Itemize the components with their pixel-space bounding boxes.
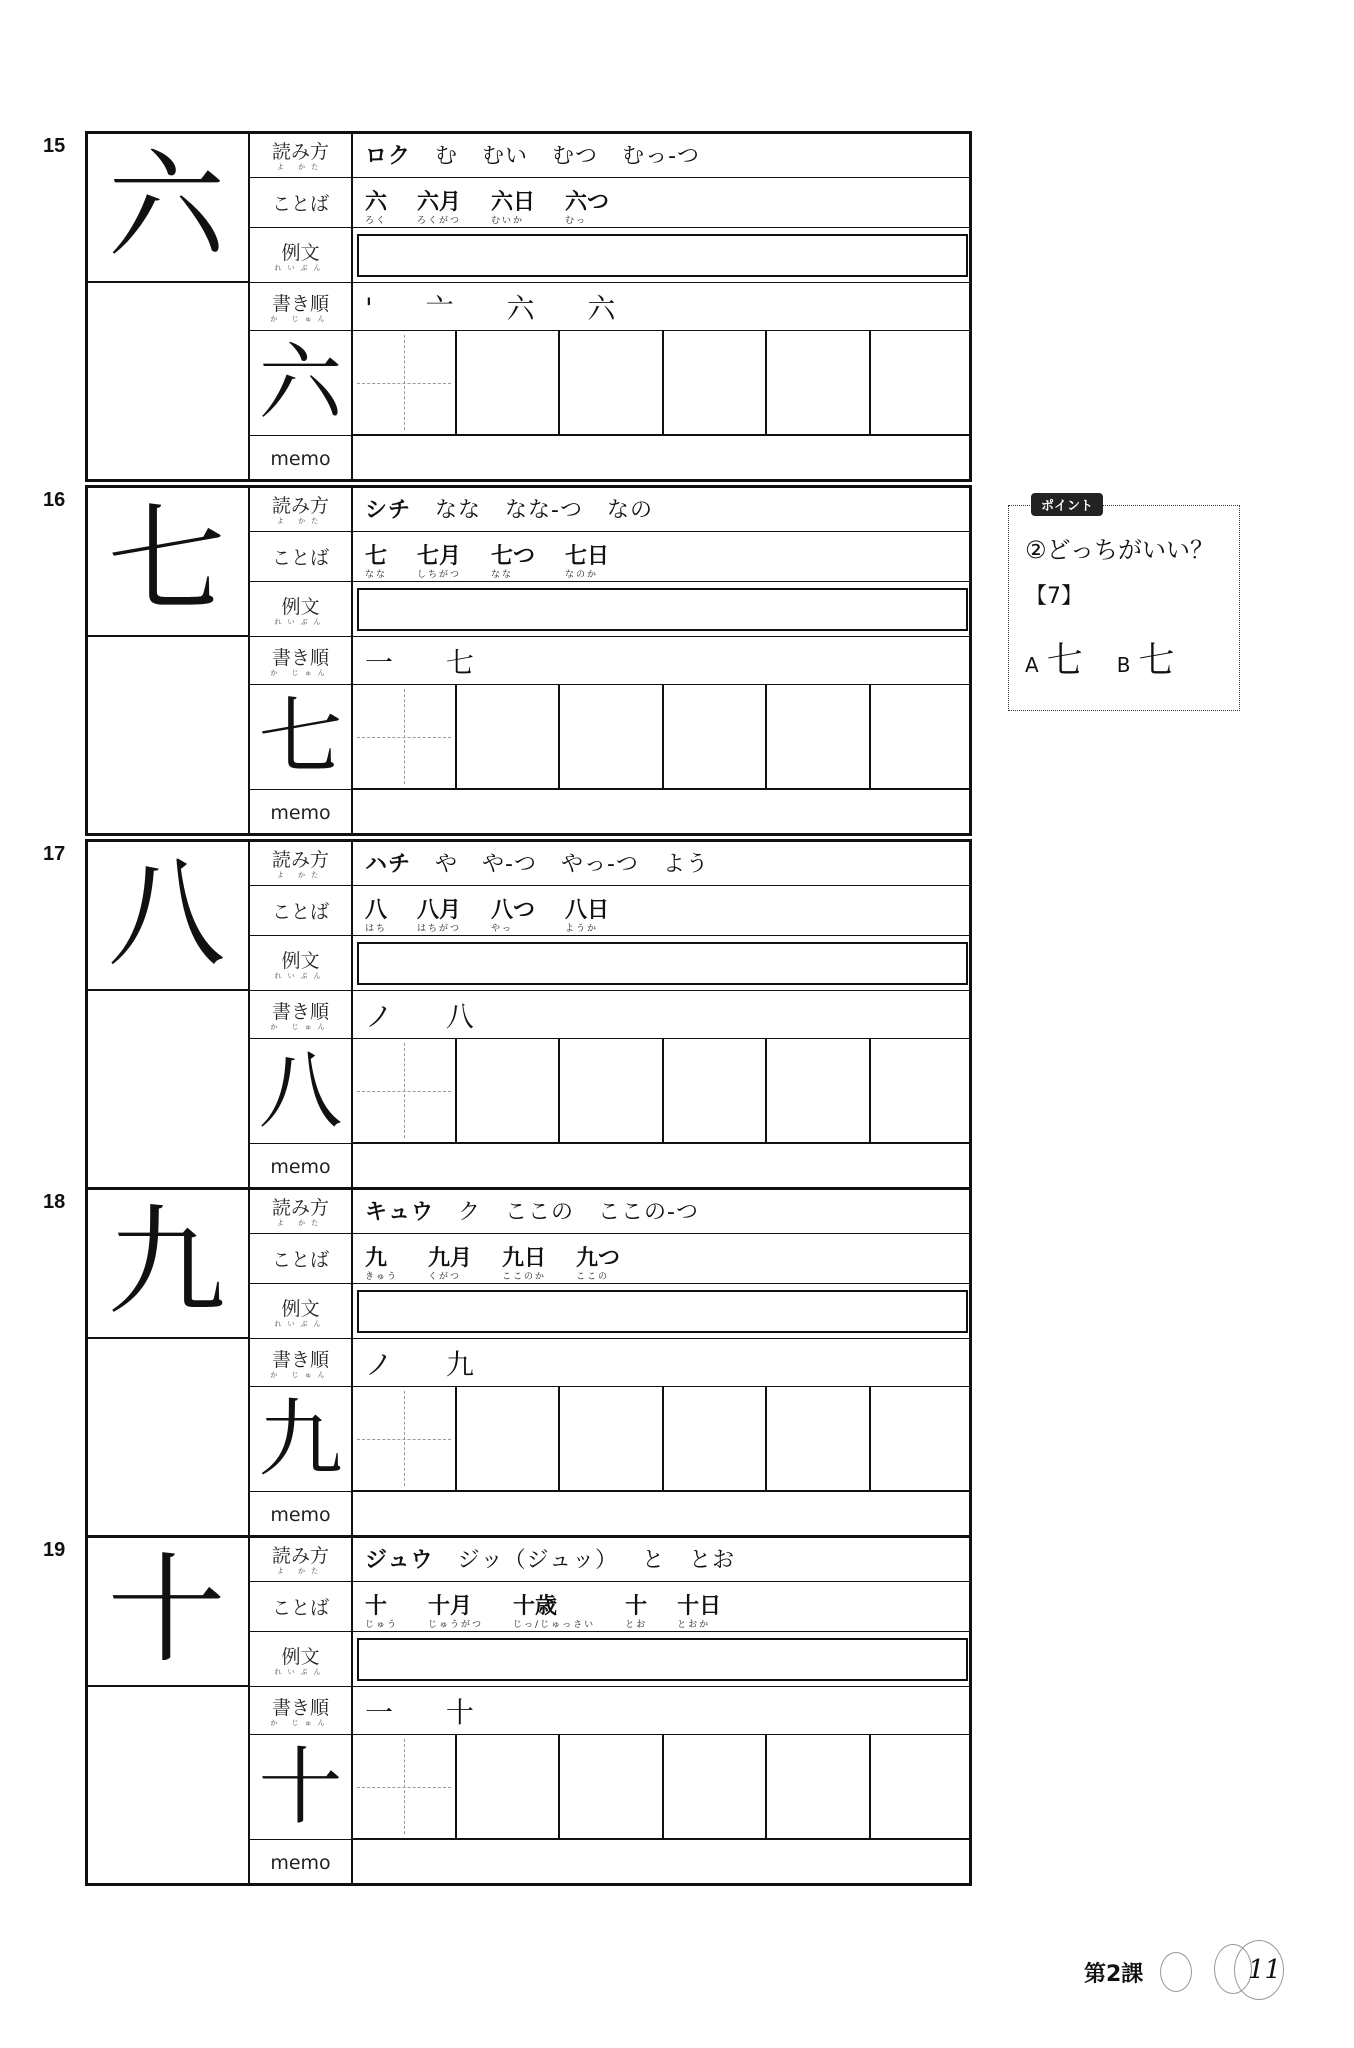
words-label-cell — [250, 532, 353, 582]
stroke-order: ノ 八 — [365, 999, 496, 1033]
memo-field[interactable] — [353, 1492, 972, 1538]
main-kanji: 七 — [107, 491, 226, 629]
vocab-kanji: 八日 — [565, 898, 610, 923]
example-label: 例文 — [281, 241, 320, 264]
blank-cell — [85, 1339, 250, 1538]
kanji-entry — [43, 131, 972, 482]
kun-reading: なな-つ — [505, 497, 583, 523]
blank-cell — [85, 991, 250, 1190]
practice-box[interactable] — [457, 685, 561, 788]
kanji-entry — [43, 485, 972, 836]
entry-number: 18 — [43, 1191, 66, 1213]
practice-box[interactable] — [560, 1735, 664, 1838]
memo-field[interactable] — [353, 1144, 972, 1190]
vocab-furigana: じっ/じゅっさい — [513, 1620, 596, 1630]
practice-model-kanji: 六 — [258, 334, 343, 432]
vocab-kanji: 九日 — [502, 1246, 547, 1271]
main-kanji-cell — [85, 839, 250, 991]
reading-label-cell — [250, 1187, 353, 1234]
option-a-label: A — [1025, 653, 1039, 677]
vocab-furigana: なな — [365, 570, 388, 580]
practice-box[interactable] — [871, 1735, 973, 1838]
example-ruby: れいぶん — [274, 971, 327, 980]
practice-model-kanji: 八 — [258, 1042, 343, 1140]
vocab-furigana: ようか — [565, 924, 599, 934]
example-ruby: れいぶん — [274, 1319, 327, 1328]
reading-ruby: よ かた — [276, 1218, 325, 1227]
reading-label-cell — [250, 485, 353, 532]
practice-model-cell — [250, 1387, 353, 1492]
kun-reading: やっ-つ — [560, 851, 639, 877]
memo-label: memo — [270, 1504, 331, 1526]
example-label: 例文 — [281, 1645, 320, 1668]
words-row — [353, 532, 972, 582]
entry-number: 17 — [43, 843, 66, 865]
practice-box[interactable] — [560, 331, 664, 434]
practice-box[interactable] — [664, 1039, 768, 1142]
reading-label: 読み方 — [271, 494, 329, 517]
main-kanji: 九 — [107, 1193, 226, 1331]
vocab-word — [565, 544, 609, 581]
example-label-cell — [250, 228, 353, 283]
practice-model-cell — [250, 331, 353, 436]
memo-label-cell — [250, 1492, 353, 1538]
vocab-word — [491, 190, 535, 227]
vocab-word — [365, 544, 387, 581]
vocab-furigana: ここの — [576, 1272, 610, 1282]
vocab-kanji: 十月 — [428, 1594, 473, 1619]
stroke-ruby: か じゅん — [270, 1371, 331, 1379]
stroke-order-row — [353, 1687, 972, 1735]
vocab-furigana: はち — [365, 924, 388, 934]
memo-field[interactable] — [353, 436, 972, 482]
words-label: ことば — [271, 193, 329, 215]
stroke-ruby: か じゅん — [270, 1023, 331, 1031]
practice-box[interactable] — [457, 1735, 561, 1838]
vocab-kanji: 八つ — [491, 898, 536, 923]
stroke-order: 一 十 — [365, 1695, 496, 1729]
words-row — [353, 886, 972, 936]
words-label: ことば — [271, 1249, 329, 1271]
example-label-cell — [250, 582, 353, 637]
stroke-label: 書き順 — [271, 1001, 329, 1023]
kun-reading: ここの — [505, 1199, 575, 1225]
stroke-label: 書き順 — [271, 1349, 329, 1371]
reading-row — [353, 485, 972, 532]
reading-label: 読み方 — [271, 140, 329, 163]
kanji-entry — [43, 839, 972, 1190]
vocab-furigana: じゅう — [365, 1620, 399, 1630]
vocab-kanji: 十日 — [677, 1594, 722, 1619]
main-kanji-cell — [85, 485, 250, 637]
practice-boxes — [353, 1039, 972, 1144]
kun-reading: や — [435, 851, 459, 877]
lesson-label: 第2課 — [1084, 1962, 1144, 1987]
words-label-cell — [250, 1234, 353, 1284]
vocab-furigana: くがつ — [428, 1272, 462, 1282]
memo-label: memo — [270, 448, 331, 470]
kun-reading: とお — [689, 1547, 736, 1573]
words-label-cell — [250, 178, 353, 228]
practice-box[interactable] — [767, 1387, 871, 1490]
practice-model-kanji: 九 — [258, 1390, 343, 1488]
point-box — [1008, 499, 1240, 711]
blank-cell — [85, 283, 250, 482]
words-label-cell — [250, 886, 353, 936]
practice-model-kanji: 十 — [258, 1738, 343, 1836]
kun-reading: なな — [435, 497, 482, 523]
kun-reading: や-つ — [482, 851, 537, 877]
kanji-entry — [43, 1535, 972, 1886]
option-a-glyph: 七 — [1046, 640, 1083, 681]
example-sentence-field[interactable] — [357, 234, 968, 277]
reading-label-cell — [250, 131, 353, 178]
stroke-order-row — [353, 1339, 972, 1387]
vocab-furigana: ろくがつ — [417, 216, 462, 226]
stroke-ruby: か じゅん — [270, 1719, 331, 1727]
vocab-word — [625, 1594, 647, 1631]
reading-row — [353, 131, 972, 178]
vocab-word — [491, 544, 535, 581]
vocab-word — [677, 1594, 721, 1631]
stroke-label-cell — [250, 991, 353, 1039]
vocab-word — [428, 1594, 483, 1631]
kun-reading: よう — [662, 851, 709, 877]
memo-label-cell — [250, 436, 353, 482]
example-ruby: れいぶん — [274, 617, 327, 626]
on-reading: ハチ — [365, 851, 412, 877]
vocab-furigana: やっ — [491, 924, 514, 934]
reading-label: 読み方 — [271, 1196, 329, 1219]
practice-box[interactable] — [664, 685, 768, 788]
memo-label-cell — [250, 790, 353, 836]
vocab-kanji: 六月 — [417, 190, 462, 215]
vocab-word — [502, 1246, 546, 1283]
practice-box[interactable] — [560, 1039, 664, 1142]
vocab-word — [491, 898, 535, 935]
stroke-label-cell — [250, 1339, 353, 1387]
vocab-furigana: なのか — [565, 570, 599, 580]
vocab-kanji: 十 — [625, 1594, 648, 1619]
vocab-word — [365, 898, 387, 935]
vocab-furigana: むいか — [491, 216, 525, 226]
vocab-furigana: じゅうがつ — [428, 1620, 484, 1630]
stroke-order: ' 亠 六 六 — [365, 291, 638, 325]
on-reading: ロク — [365, 143, 412, 169]
vocab-word — [417, 898, 461, 935]
practice-box[interactable] — [457, 331, 561, 434]
reading-ruby: よ かた — [276, 1566, 325, 1575]
vocab-kanji: 九つ — [576, 1246, 621, 1271]
main-kanji: 八 — [107, 845, 226, 983]
main-kanji-cell — [85, 1187, 250, 1339]
practice-boxes — [353, 1387, 972, 1492]
practice-boxes — [353, 685, 972, 790]
kun-reading: ク — [458, 1199, 482, 1225]
vocab-word — [565, 190, 609, 227]
practice-box[interactable] — [353, 1039, 457, 1142]
practice-box[interactable] — [457, 1039, 561, 1142]
vocab-word — [417, 544, 461, 581]
example-sentence-field[interactable] — [357, 1638, 968, 1681]
practice-box[interactable] — [664, 331, 768, 434]
stroke-order: 一 七 — [365, 645, 496, 679]
page-number: 11 — [1248, 1955, 1282, 1985]
kanji-entry — [43, 1187, 972, 1538]
practice-box[interactable] — [871, 685, 973, 788]
stroke-label-cell — [250, 283, 353, 331]
practice-box[interactable] — [353, 331, 457, 434]
vocab-furigana: とおか — [677, 1620, 711, 1630]
example-sentence-field[interactable] — [357, 1290, 968, 1333]
words-label-cell — [250, 1582, 353, 1632]
practice-boxes — [353, 331, 972, 436]
vocab-kanji: 十 — [365, 1594, 388, 1619]
words-label: ことば — [271, 901, 329, 923]
kun-reading: ここの-つ — [598, 1199, 699, 1225]
practice-boxes — [353, 1735, 972, 1840]
on-reading: ジュウ — [365, 1547, 434, 1573]
vocab-kanji: 六 — [365, 190, 388, 215]
reading-ruby: よ かた — [276, 162, 325, 171]
blank-cell — [85, 637, 250, 836]
vocab-kanji: 九 — [365, 1246, 388, 1271]
practice-box[interactable] — [353, 1387, 457, 1490]
vocab-furigana: しちがつ — [417, 570, 462, 580]
reading-ruby: よ かた — [276, 870, 325, 879]
stroke-order-row — [353, 991, 972, 1039]
reading-ruby: よ かた — [276, 516, 325, 525]
kun-reading: なの — [606, 497, 653, 523]
example-sentence-field[interactable] — [357, 942, 968, 985]
stroke-label: 書き順 — [271, 293, 329, 315]
practice-box[interactable] — [767, 1735, 871, 1838]
stroke-label-cell — [250, 1687, 353, 1735]
vocab-word — [417, 190, 461, 227]
practice-model-cell — [250, 685, 353, 790]
vocab-furigana: きゅう — [365, 1272, 399, 1282]
vocab-word — [513, 1594, 595, 1631]
entry-number: 15 — [43, 135, 66, 157]
vocab-furigana: なな — [491, 570, 514, 580]
practice-box[interactable] — [767, 1039, 871, 1142]
kun-reading: むっ-つ — [622, 143, 701, 169]
practice-box[interactable] — [767, 685, 871, 788]
stroke-label: 書き順 — [271, 647, 329, 669]
stroke-order: ノ 九 — [365, 1347, 496, 1381]
memo-field[interactable] — [353, 790, 972, 836]
vocab-kanji: 七つ — [491, 544, 536, 569]
vocab-word — [365, 190, 387, 227]
words-row — [353, 1234, 972, 1284]
stroke-order-row — [353, 283, 972, 331]
vocab-word — [576, 1246, 620, 1283]
point-tag: ポイント — [1031, 493, 1103, 516]
memo-label: memo — [270, 802, 331, 824]
blank-cell — [85, 1687, 250, 1886]
words-label: ことば — [271, 1597, 329, 1619]
practice-box[interactable] — [664, 1387, 768, 1490]
practice-box[interactable] — [871, 1039, 973, 1142]
practice-model-cell — [250, 1735, 353, 1840]
vocab-furigana: はちがつ — [417, 924, 462, 934]
kun-reading: む — [435, 143, 459, 169]
practice-box[interactable] — [353, 685, 457, 788]
memo-label-cell — [250, 1840, 353, 1886]
practice-box[interactable] — [664, 1735, 768, 1838]
main-kanji: 十 — [107, 1541, 226, 1679]
option-b-glyph: 七 — [1138, 640, 1175, 681]
point-options — [1025, 632, 1225, 683]
vocab-furigana: ここのか — [502, 1272, 547, 1282]
practice-model-kanji: 七 — [258, 688, 343, 786]
practice-box[interactable] — [560, 685, 664, 788]
vocab-word — [365, 1594, 398, 1631]
practice-model-cell — [250, 1039, 353, 1144]
practice-box[interactable] — [457, 1387, 561, 1490]
example-label-cell — [250, 936, 353, 991]
reading-label: 読み方 — [271, 848, 329, 871]
kun-reading: むい — [482, 143, 529, 169]
vocab-word — [565, 898, 609, 935]
example-sentence-field[interactable] — [357, 588, 968, 631]
vocab-word — [365, 1246, 398, 1283]
practice-box[interactable] — [767, 331, 871, 434]
memo-label: memo — [270, 1852, 331, 1874]
reading-label: 読み方 — [271, 1544, 329, 1567]
example-label: 例文 — [281, 1297, 320, 1320]
memo-field[interactable] — [353, 1840, 972, 1886]
reading-row — [353, 1187, 972, 1234]
vocab-furigana: ろく — [365, 216, 388, 226]
main-kanji: 六 — [107, 137, 226, 275]
practice-box[interactable] — [871, 331, 973, 434]
option-b-label: B — [1116, 653, 1131, 677]
vocab-kanji: 七 — [365, 544, 388, 569]
vocab-furigana: むっ — [565, 216, 588, 226]
entry-number: 16 — [43, 489, 66, 511]
stroke-ruby: か じゅん — [270, 669, 331, 677]
example-label: 例文 — [281, 949, 320, 972]
kun-reading: むつ — [552, 143, 599, 169]
vocab-word — [428, 1246, 472, 1283]
reading-row — [353, 839, 972, 886]
vocab-kanji: 十歳 — [513, 1594, 558, 1619]
point-number: 【7】 — [1025, 584, 1083, 609]
stroke-ruby: か じゅん — [270, 315, 331, 323]
stroke-order-row — [353, 637, 972, 685]
vocab-kanji: 六日 — [491, 190, 536, 215]
stroke-label-cell — [250, 637, 353, 685]
vocab-kanji: 八 — [365, 898, 388, 923]
reading-row — [353, 1535, 972, 1582]
practice-box[interactable] — [353, 1735, 457, 1838]
kun-reading: と — [642, 1547, 666, 1573]
example-ruby: れいぶん — [274, 263, 327, 272]
words-label: ことば — [271, 547, 329, 569]
on-reading: キュウ — [365, 1199, 435, 1225]
main-kanji-cell — [85, 1535, 250, 1687]
on-reading: シチ — [365, 497, 412, 523]
footer-decoration — [1160, 1952, 1192, 1992]
reading-label-cell — [250, 1535, 353, 1582]
vocab-furigana: とお — [625, 1620, 648, 1630]
memo-label-cell — [250, 1144, 353, 1190]
practice-box[interactable] — [871, 1387, 973, 1490]
example-ruby: れいぶん — [274, 1667, 327, 1676]
vocab-kanji: 九月 — [428, 1246, 473, 1271]
main-kanji-cell — [85, 131, 250, 283]
example-label-cell — [250, 1284, 353, 1339]
example-label-cell — [250, 1632, 353, 1687]
vocab-kanji: 六つ — [565, 190, 610, 215]
entry-number: 19 — [43, 1539, 66, 1561]
point-question: ②どっちがいい？ — [1025, 536, 1215, 564]
stroke-label: 書き順 — [271, 1697, 329, 1719]
vocab-kanji: 八月 — [417, 898, 462, 923]
vocab-kanji: 七日 — [565, 544, 610, 569]
words-row — [353, 1582, 972, 1632]
vocab-kanji: 七月 — [417, 544, 462, 569]
words-row — [353, 178, 972, 228]
example-label: 例文 — [281, 595, 320, 618]
kun-reading: ジッ（ジュッ） — [457, 1547, 619, 1573]
reading-label-cell — [250, 839, 353, 886]
practice-box[interactable] — [560, 1387, 664, 1490]
memo-label: memo — [270, 1156, 331, 1178]
